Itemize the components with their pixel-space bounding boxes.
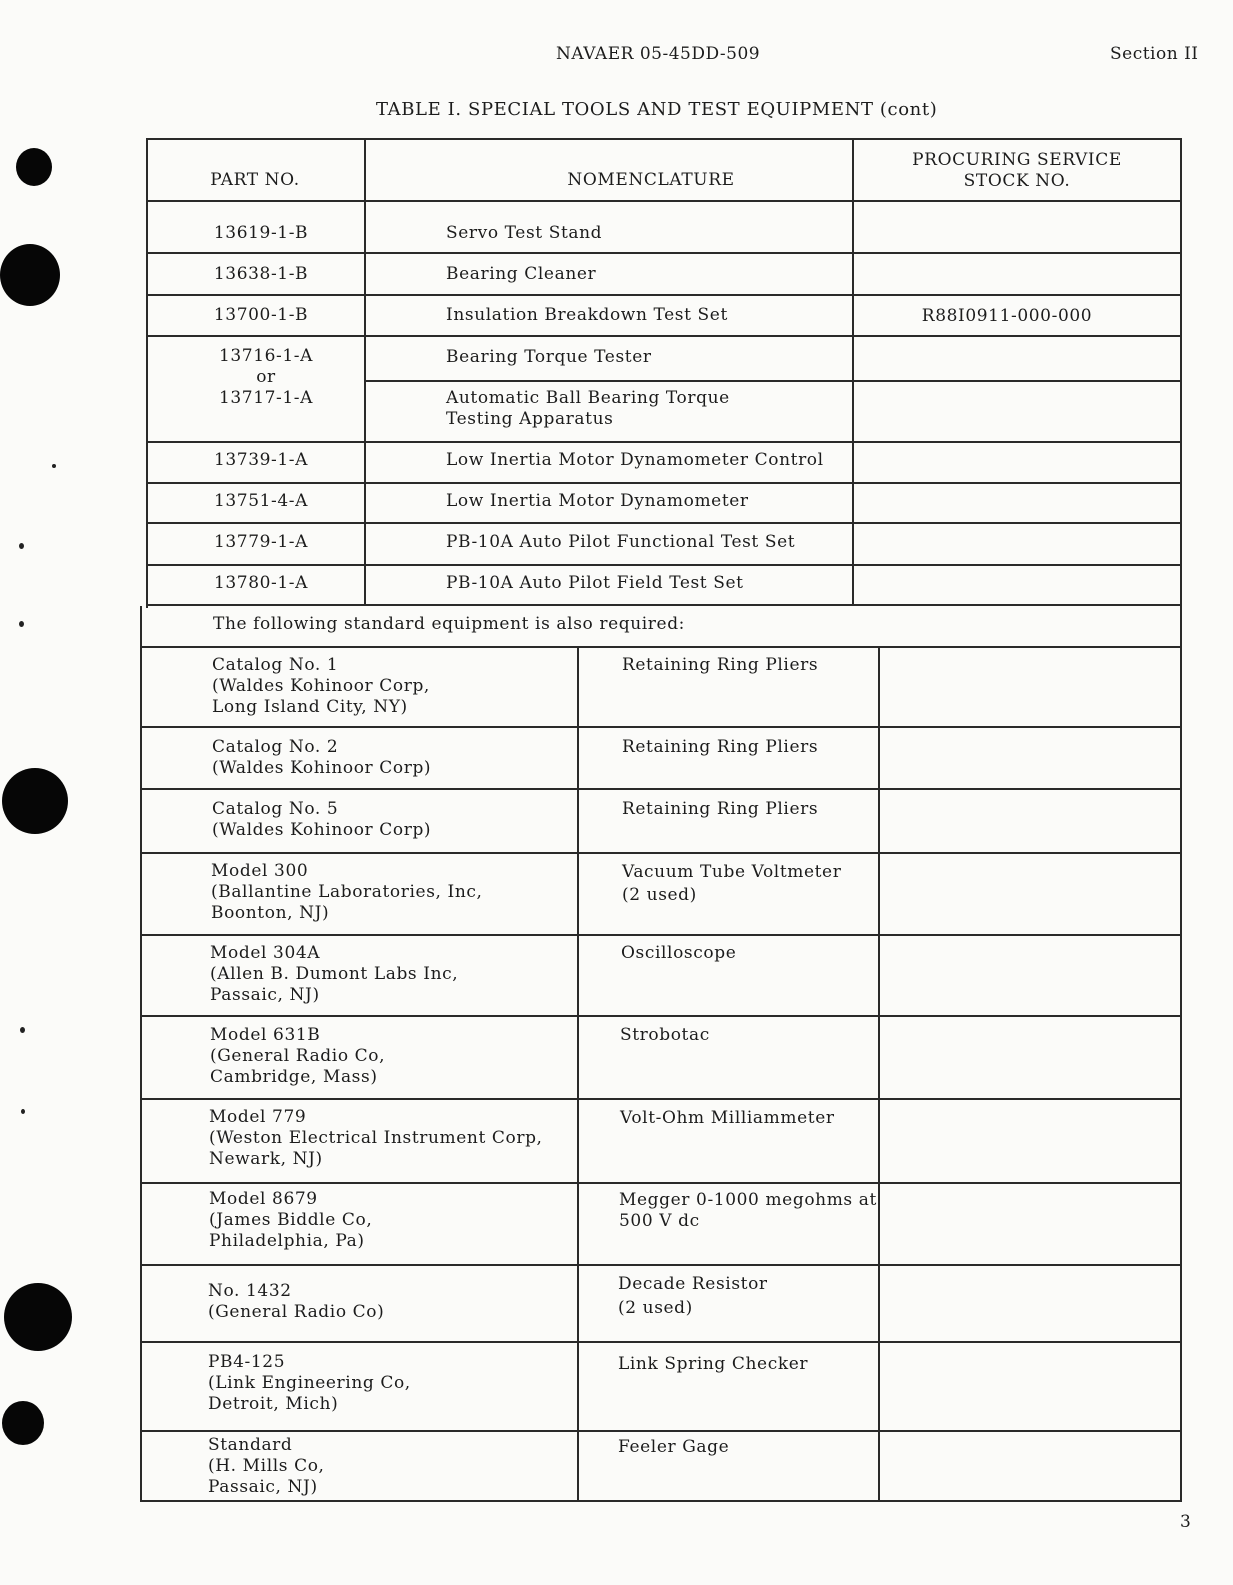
- standard-equipment-note: The following standard equipment is also required:: [213, 614, 686, 634]
- part-number: 13619-1-B: [213, 223, 309, 243]
- speck: [20, 1027, 25, 1033]
- table-title: TABLE I. SPECIAL TOOLS AND TEST EQUIPMENT (cont): [376, 99, 938, 120]
- nomenclature: Servo Test Stand: [446, 223, 603, 243]
- standard-nomenclature: Retaining Ring Pliers: [622, 655, 819, 675]
- standard-nomenclature: Megger 0-1000 megohms at 500 V dc: [619, 1190, 877, 1231]
- standard-part: Standard (H. Mills Co, Passaic, NJ): [208, 1435, 325, 1497]
- standard-part: Model 779 (Weston Electrical Instrument Corp, Newark, NJ): [209, 1107, 543, 1169]
- standard-part: Model 631B (General Radio Co, Cambridge, Mass): [210, 1025, 386, 1087]
- binder-hole: [4, 1283, 72, 1351]
- document-id: NAVAER 05-45DD-509: [556, 44, 761, 64]
- column-header-part-no: PART NO.: [210, 170, 300, 190]
- part-number: 13716-1-A or 13717-1-A: [218, 346, 314, 408]
- column-header-nomenclature: NOMENCLATURE: [567, 170, 735, 190]
- part-number: 13739-1-A: [213, 450, 309, 470]
- standard-part: Catalog No. 2 (Waldes Kohinoor Corp): [212, 737, 432, 778]
- standard-nomenclature: Oscilloscope: [621, 943, 737, 963]
- nomenclature: PB-10A Auto Pilot Functional Test Set: [446, 532, 796, 552]
- standard-part: Model 304A (Allen B. Dumont Labs Inc, Passaic, NJ): [210, 943, 459, 1005]
- standard-part: No. 1432 (General Radio Co): [208, 1281, 385, 1322]
- part-number: 13700-1-B: [213, 305, 309, 325]
- standard-nomenclature: Strobotac: [620, 1025, 710, 1045]
- standard-nomenclature: Retaining Ring Pliers: [622, 737, 819, 757]
- nomenclature: Insulation Breakdown Test Set: [446, 305, 728, 325]
- section-label: Section II: [1110, 44, 1199, 64]
- speck: [52, 464, 56, 468]
- binder-hole: [2, 768, 68, 834]
- stock-number: R88I0911-000-000: [921, 306, 1093, 326]
- part-number: 13751-4-A: [213, 491, 309, 511]
- standard-nomenclature: Decade Resistor (2 used): [618, 1274, 768, 1318]
- standard-nomenclature: Vacuum Tube Voltmeter (2 used): [622, 862, 842, 905]
- standard-nomenclature: Feeler Gage: [618, 1437, 730, 1457]
- part-number: 13779-1-A: [213, 532, 309, 552]
- nomenclature: Bearing Torque Tester: [446, 347, 652, 367]
- standard-part: Model 8679 (James Biddle Co, Philadelphia, Pa): [209, 1189, 373, 1251]
- standard-part: PB4-125 (Link Engineering Co, Detroit, Mich): [208, 1352, 411, 1414]
- page-number: 3: [1180, 1512, 1191, 1532]
- part-number: 13638-1-B: [213, 264, 309, 284]
- speck: [21, 1109, 25, 1114]
- binder-hole: [16, 148, 52, 186]
- binder-hole: [2, 1401, 44, 1445]
- standard-part: Model 300 (Ballantine Laboratories, Inc, Boonton, NJ): [211, 861, 483, 923]
- standard-part: Catalog No. 1 (Waldes Kohinoor Corp, Long Island City, NY): [212, 655, 430, 717]
- column-header-stock-no: PROCURING SERVICE STOCK NO.: [912, 150, 1122, 191]
- nomenclature: Low Inertia Motor Dynamometer: [446, 491, 749, 511]
- standard-nomenclature: Retaining Ring Pliers: [622, 799, 819, 819]
- standard-part: Catalog No. 5 (Waldes Kohinoor Corp): [212, 799, 432, 840]
- speck: [19, 543, 24, 549]
- speck: [19, 621, 24, 627]
- nomenclature: Bearing Cleaner: [446, 264, 597, 284]
- part-number: 13780-1-A: [213, 573, 309, 593]
- binder-hole: [0, 244, 60, 306]
- standard-nomenclature: Volt-Ohm Milliammeter: [620, 1108, 835, 1128]
- nomenclature: PB-10A Auto Pilot Field Test Set: [446, 573, 744, 593]
- standard-nomenclature: Link Spring Checker: [618, 1354, 809, 1374]
- nomenclature: Low Inertia Motor Dynamometer Control: [446, 450, 824, 470]
- nomenclature: Automatic Ball Bearing Torque Testing Apparatus: [446, 388, 730, 429]
